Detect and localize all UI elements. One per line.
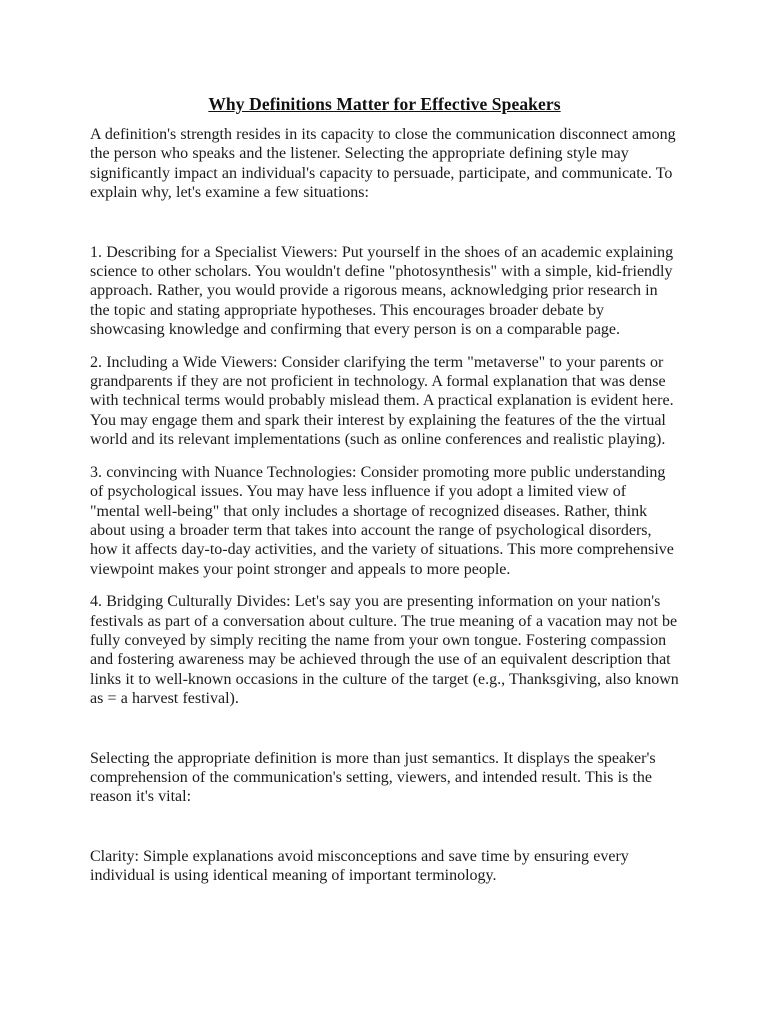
summary-paragraph: Selecting the appropriate definition is more than just semantics. It displays the speaker's comprehension of the communication's setting, viewers, and intended result. This is the reason it's vital:: [90, 749, 656, 806]
document-title: Why Definitions Matter for Effective Speakers: [208, 94, 561, 114]
scenario-cultural-divides-paragraph: 4. Bridging Culturally Divides: Let's say you are presenting information on your nation's festivals as part of a conversation about culture. The true meaning of a vacation may not be fully conveyed by simply reciting the name from your own tongue. Fostering compassion and fostering awareness may be achieved through the use of an equivalent description that links it to well-known occasions in the culture of the target (e.g., Thanksgiving, also known as = a harvest festival).: [90, 593, 679, 708]
intro-paragraph: A definition's strength resides in its capacity to close the communication disconnect among the person who speaks and the listener. Selecting the appropriate defining style may significantly impact an individual's capacity to persuade, participate, and communicate. To explain why, let's examine a few situations:: [90, 126, 676, 202]
clarity-paragraph: Clarity: Simple explanations avoid misconceptions and save time by ensuring every individual is using identical meaning of important terminology.: [90, 847, 629, 885]
scenario-nuance-topics-paragraph: 3. convincing with Nuance Technologies: Consider promoting more public understanding of psychological issues. You may have less influence if you adopt a limited view of "mental well-being" that only includes a shortage of recognized diseases. Rather, think about using a broader term that takes into account the range of psychological disorders, how it affects day-to-day activities, and the variety of situations. This more comprehensive viewpoint makes your point stronger and appeals to more people.: [90, 463, 674, 578]
scenario-wide-audience-paragraph: 2. Including a Wide Viewers: Consider clarifying the term "metaverse" to your parents or grandparents if they are not proficient in technology. A formal explanation that was dense with technical terms would probably mislead them. A practical explanation is evident here. You may engage them and spark their interest by explaining the features of the the virtual world and its relevant implementations (such as online conferences and realistic playing).: [90, 353, 674, 449]
scenario-specialist-audience-paragraph: 1. Describing for a Specialist Viewers: Put yourself in the shoes of an academic explaining science to other scholars. You wouldn't define "photosynthesis" with a simple, kid-friendly approach. Rather, you would provide a rigorous means, acknowledging prior research in the topic and stating appropriate hypotheses. This encourages broader debate by showcasing knowledge and confirming that every person is on a comparable page.: [90, 243, 674, 339]
